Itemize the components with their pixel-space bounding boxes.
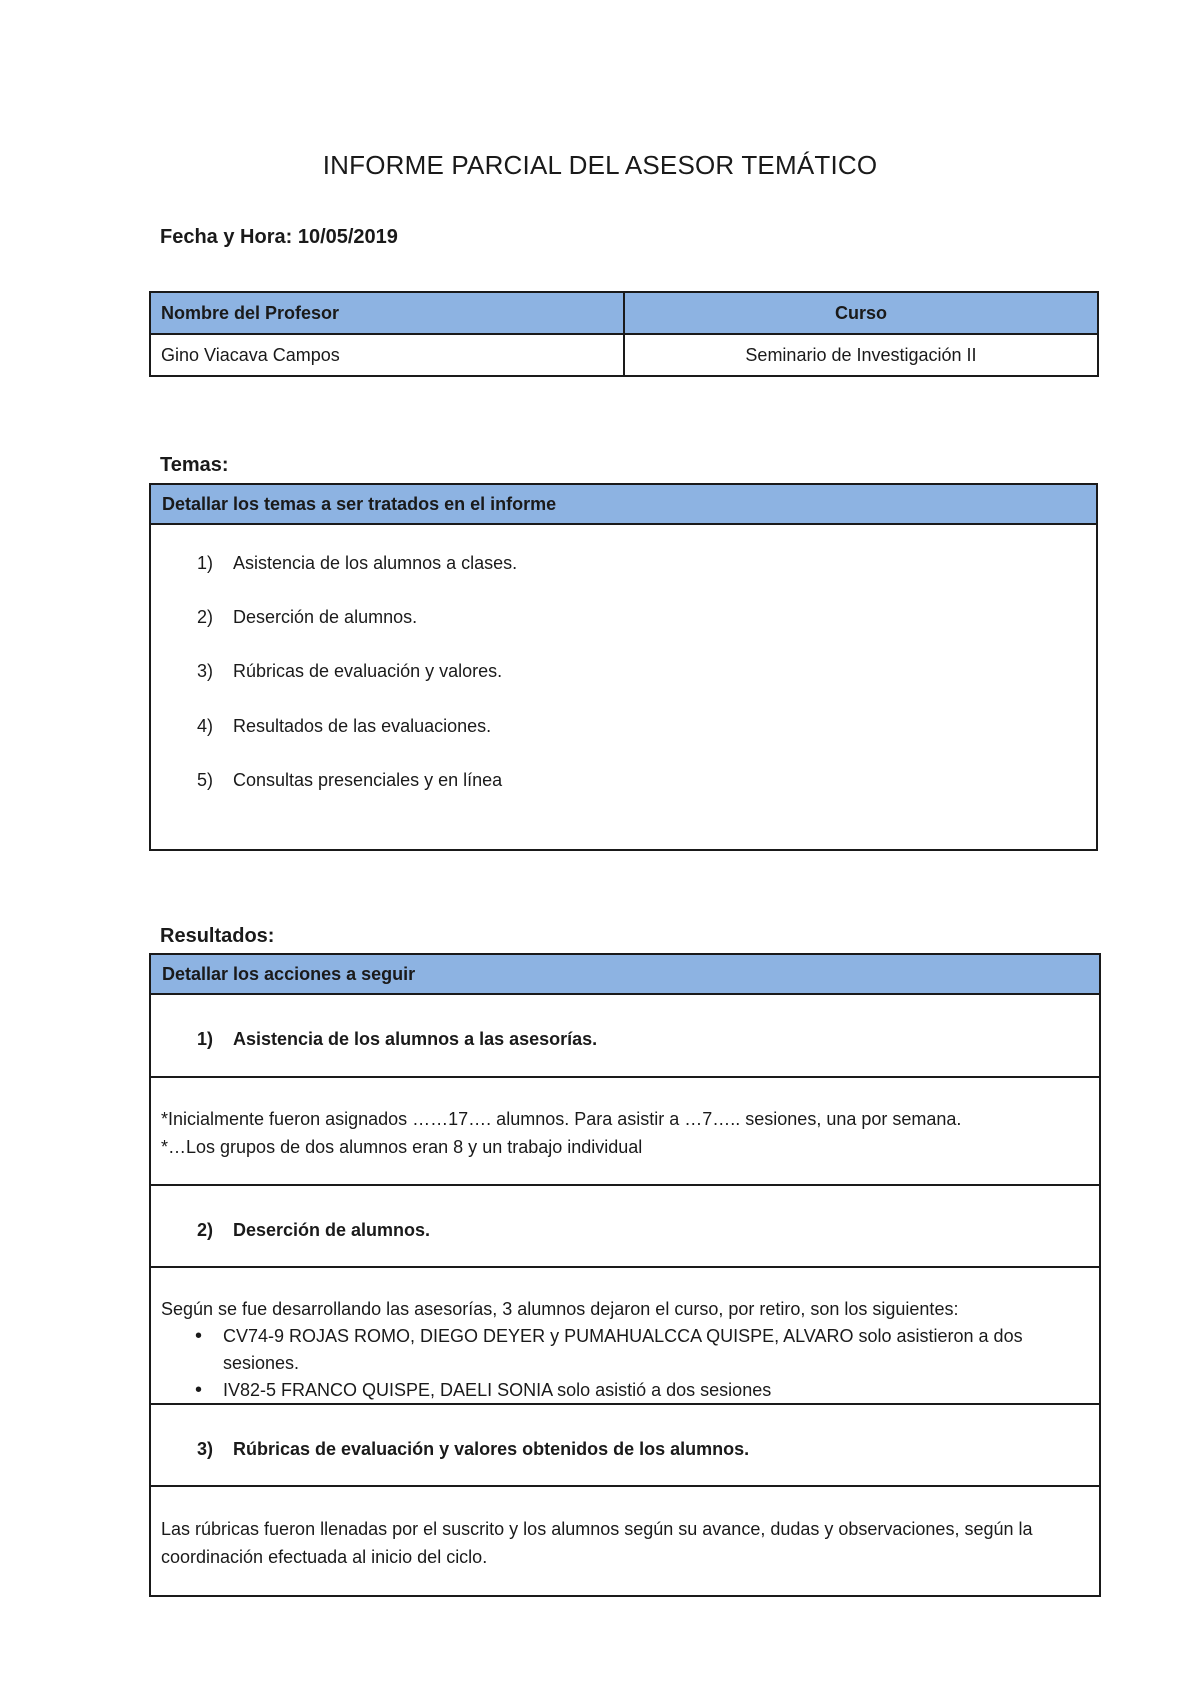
fecha-value: 10/05/2019 [297, 226, 398, 248]
fecha-hora [160, 226, 398, 249]
header-profesor: Nombre del Profesor [150, 292, 624, 334]
result-item-2: 2) Deserción de alumnos. [151, 1184, 1099, 1266]
list-item: 1) Asistencia de los alumnos a clases. [197, 553, 518, 573]
resultados-header: Detallar los acciones a seguir [151, 955, 1099, 995]
resultados-label: Resultados: [160, 925, 275, 947]
detail-intro: Según se fue desarrollando las asesorías, 3 alumnos dejaron el curso, por retiro, son los siguientes: [161, 1299, 959, 1319]
detail-line: *…Los grupos de dos alumnos eran 8 y un trabajo individual [161, 1137, 643, 1157]
result-item-1: 1) Asistencia de los alumnos a las asesorías. [197, 1029, 598, 1049]
result-item-title: Deserción de alumnos. [233, 1220, 431, 1240]
list-item: 2) Deserción de alumnos. [197, 607, 418, 627]
detail-text: Las rúbricas fueron llenadas por el suscrito y los alumnos según su avance, dudas y observaciones, según la coordinación efectuada al inicio del ciclo. [161, 1519, 1033, 1567]
fecha-label: Fecha y Hora: [160, 226, 293, 248]
result-item-3: 3) Rúbricas de evaluación y valores obtenidos de los alumnos. [151, 1403, 1099, 1485]
result-item-1-details [151, 1076, 1099, 1184]
bullet-item: • CV74-9 ROJAS ROMO, DIEGO DEYER y PUMAHUALCCA QUISPE, ALVARO solo asistieron a dos sesiones. [151, 1323, 1099, 1377]
list-item: 3) Rúbricas de evaluación y valores. [197, 661, 503, 681]
document-title: INFORME PARCIAL DEL ASESOR TEMÁTICO [322, 150, 878, 180]
bullet-item: • IV82-5 FRANCO QUISPE, DAELI SONIA solo asistió a dos sesiones [151, 1377, 1099, 1404]
result-item-title: Rúbricas de evaluación y valores obtenidos de los alumnos. [233, 1439, 750, 1459]
detail-line: *Inicialmente fueron asignados ……17…. alumnos. Para asistir a …7….. sesiones, una por semana. [161, 1109, 962, 1129]
temas-box [149, 483, 1098, 851]
result-item-title: Asistencia de los alumnos a las asesorías. [233, 1029, 598, 1049]
result-item-3-details [151, 1485, 1099, 1595]
temas-label: Temas: [160, 454, 229, 476]
cell-curso: Seminario de Investigación II [624, 334, 1098, 376]
resultados-box [149, 953, 1101, 1597]
list-item: 4) Resultados de las evaluaciones. [197, 716, 492, 736]
header-curso: Curso [624, 292, 1098, 334]
list-item: 5) Consultas presenciales y en línea [197, 770, 503, 790]
info-table [149, 291, 1099, 377]
temas-header: Detallar los temas a ser tratados en el informe [151, 485, 1096, 525]
cell-profesor: Gino Viacava Campos [150, 334, 624, 376]
result-item-2-details [151, 1266, 1099, 1403]
